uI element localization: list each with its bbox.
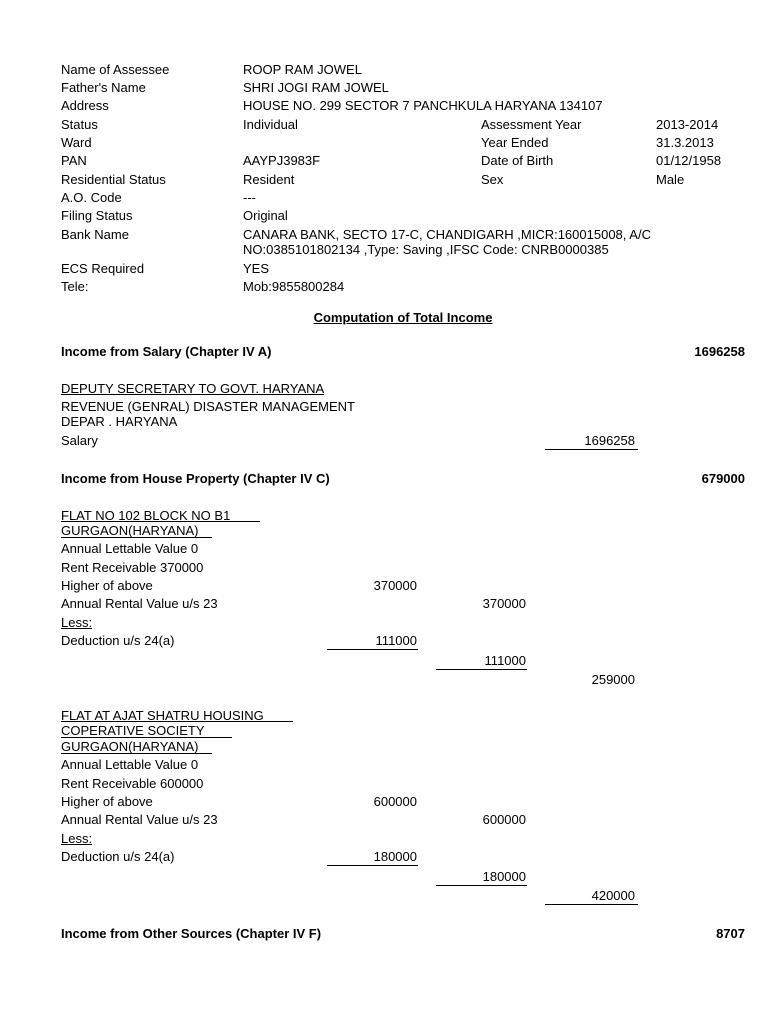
ward-label: Ward (61, 135, 92, 150)
bank-name-line2: NO:0385101802134 ,Type: Saving ,IFSC Code: CNRB0000385 (243, 242, 609, 257)
property2-title-line2: COPERATIVE SOCIETY (61, 723, 205, 738)
other-sources-heading: Income from Other Sources (Chapter IV F) (61, 926, 322, 941)
ao-code-value: --- (243, 190, 256, 205)
status-value: Individual (243, 117, 298, 132)
pan-label: PAN (61, 153, 87, 168)
property1-deduction-total: 111000 (484, 653, 526, 668)
property1-title (61, 507, 260, 539)
property1-arv-label: Annual Rental Value u/s 23 (61, 596, 218, 611)
property1-net: 259000 (591, 672, 635, 687)
property1-deduction-label: Deduction u/s 24(a) (61, 633, 175, 648)
property2-higher-value: 600000 (373, 794, 417, 809)
assessment-year-value: 2013-2014 (656, 117, 719, 132)
property2-net-underline (545, 904, 638, 905)
employer-name: DEPUTY SECRETARY TO GOVT. HARYANA (61, 381, 325, 396)
property2-title-line1: FLAT AT AJAT SHATRU HOUSING (61, 708, 264, 723)
salary-total: 1696258 (694, 344, 745, 359)
residential-status-value: Resident (243, 172, 295, 187)
tele-label: Tele: (61, 279, 89, 294)
salary-underline (545, 449, 638, 450)
tele-value: Mob:9855800284 (243, 279, 345, 294)
house-property-heading: Income from House Property (Chapter IV C) (61, 471, 330, 486)
property2-net: 420000 (591, 888, 635, 903)
address-label: Address (61, 98, 109, 113)
property2-deduction-underline (327, 865, 418, 866)
ao-code-label: A.O. Code (61, 190, 122, 205)
page-title: Computation of Total Income (313, 310, 493, 325)
father-label: Father's Name (61, 80, 146, 95)
property1-title-line1: FLAT NO 102 BLOCK NO B1 (61, 508, 231, 523)
residential-status-label: Residential Status (61, 172, 166, 187)
property2-alv: Annual Lettable Value 0 (61, 757, 199, 772)
property1-rent: Rent Receivable 370000 (61, 560, 204, 575)
name-value: ROOP RAM JOWEL (243, 62, 362, 77)
property1-higher-value: 370000 (373, 578, 417, 593)
property1-title-line2: GURGAON(HARYANA) (61, 523, 199, 538)
bank-name-label: Bank Name (61, 227, 129, 242)
property2-less: Less: (61, 831, 93, 846)
property1-arv-value: 370000 (482, 596, 526, 611)
name-label: Name of Assessee (61, 62, 170, 77)
dob-label: Date of Birth (481, 153, 554, 168)
year-ended-value: 31.3.2013 (656, 135, 714, 150)
sex-label: Sex (481, 172, 504, 187)
property1-alv: Annual Lettable Value 0 (61, 541, 199, 556)
department-line1: REVENUE (GENRAL) DISASTER MANAGEMENT (61, 399, 355, 414)
salary-heading: Income from Salary (Chapter IV A) (61, 344, 272, 359)
property1-higher-label: Higher of above (61, 578, 153, 593)
assessment-year-label: Assessment Year (481, 117, 582, 132)
department-line2: DEPAR . HARYANA (61, 414, 178, 429)
property1-deduction-value: 111000 (375, 633, 417, 648)
property2-deduction-label: Deduction u/s 24(a) (61, 849, 175, 864)
property2-deduction-total: 180000 (482, 869, 526, 884)
filing-status-label: Filing Status (61, 208, 133, 223)
property2-total-underline (436, 885, 527, 886)
house-property-total: 679000 (701, 471, 745, 486)
ecs-label: ECS Required (61, 261, 145, 276)
property2-title (61, 707, 293, 755)
salary-value: 1696258 (584, 433, 635, 448)
bank-name-line1: CANARA BANK, SECTO 17-C, CHANDIGARH ,MICR:160015008, A/C (243, 227, 651, 242)
property2-arv-label: Annual Rental Value u/s 23 (61, 812, 218, 827)
property1-less: Less: (61, 615, 93, 630)
property2-rent: Rent Receivable 600000 (61, 776, 204, 791)
status-label: Status (61, 117, 98, 132)
pan-value: AAYPJ3983F (243, 153, 321, 168)
address-value: HOUSE NO. 299 SECTOR 7 PANCHKULA HARYANA 134107 (243, 98, 603, 113)
year-ended-label: Year Ended (481, 135, 549, 150)
property2-deduction-value: 180000 (373, 849, 417, 864)
property2-higher-label: Higher of above (61, 794, 153, 809)
other-sources-total: 8707 (716, 926, 745, 941)
sex-value: Male (656, 172, 685, 187)
father-value: SHRI JOGI RAM JOWEL (243, 80, 389, 95)
property2-arv-value: 600000 (482, 812, 526, 827)
property1-deduction-underline (327, 649, 418, 650)
property1-total-underline (436, 669, 527, 670)
salary-label: Salary (61, 433, 98, 448)
ecs-value: YES (243, 261, 270, 276)
dob-value: 01/12/1958 (656, 153, 722, 168)
property2-title-line3: GURGAON(HARYANA) (61, 739, 199, 754)
filing-status-value: Original (243, 208, 288, 223)
